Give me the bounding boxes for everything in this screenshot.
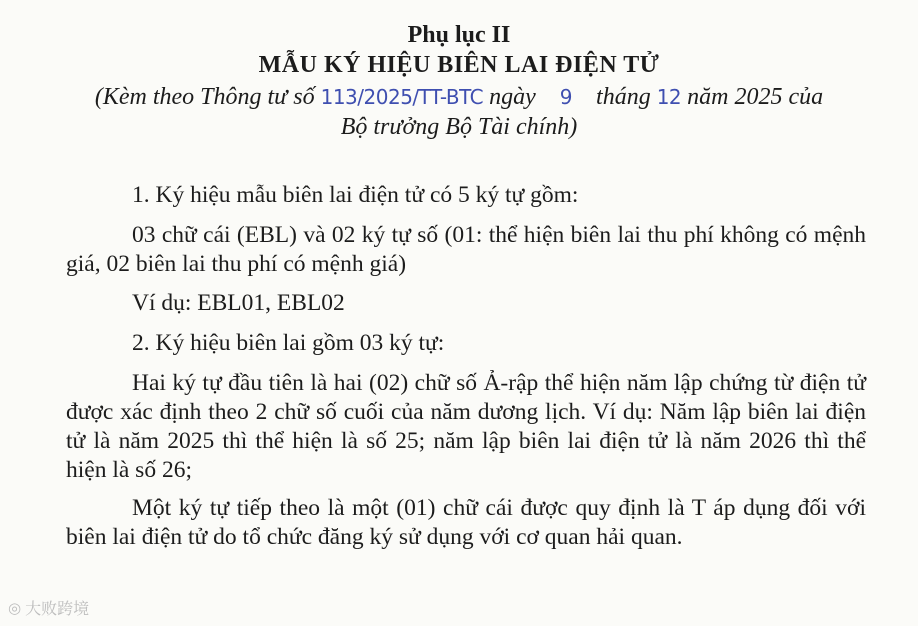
subtitle-prefix: (Kèm theo Thông tư số [94,84,315,110]
paragraph-5: Hai ký tự đầu tiên là hai (02) chữ số Ả-rập thể hiện năm lập chứng từ điện tử được xác định theo 2 chữ số cuối của năm dương lịch. Ví dụ: Năm lập biên lai điện tử là năm 2025 thì thể hiện là số 25; năm lập biên lai điện tử là năm 2026 thì thể hiện là số 26; [66,370,866,483]
watermark [8,596,89,619]
paragraph-1: 1. Ký hiệu mẫu biên lai điện tử có 5 ký tự gồm: [132,182,579,208]
paragraph-6: Một ký tự tiếp theo là một (01) chữ cái được quy định là T áp dụng đối với biên lai điện tử do tổ chức đăng ký sử dụng với cơ quan hải quan. [66,495,866,550]
year-label: năm 2025 của [687,84,824,110]
circular-number-handwritten: 113/2025/TT-BTC [320,85,484,109]
day-label: ngày [489,84,536,110]
appendix-heading: Phụ lục II [407,22,511,48]
day-handwritten: 9 [559,85,573,109]
month-handwritten: 12 [656,85,682,109]
paragraph-4: 2. Ký hiệu biên lai gồm 03 ký tự: [132,330,445,356]
subtitle-line-2: Bộ trưởng Bộ Tài chính) [340,114,578,140]
paragraph-3: Ví dụ: EBL01, EBL02 [132,290,345,316]
month-label: tháng [596,84,651,110]
subtitle-line-1 [0,84,918,111]
camera-icon: ◎ [8,598,22,617]
document-title: MẪU KÝ HIỆU BIÊN LAI ĐIỆN TỬ [258,52,660,78]
watermark-text: 大败跨境 [25,599,90,618]
paragraph-2: 03 chữ cái (EBL) và 02 ký tự số (01: thể hiện biên lai thu phí không có mệnh giá, 02 biên lai thu phí có mệnh giá) [66,222,866,277]
